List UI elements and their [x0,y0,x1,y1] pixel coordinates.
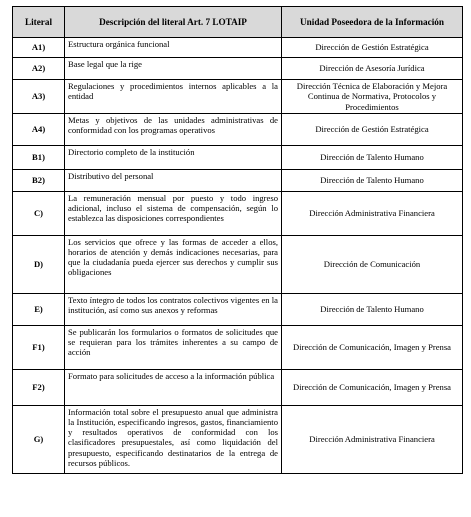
cell-literal: G) [13,406,65,474]
cell-literal: A2) [13,58,65,80]
header-row [13,7,463,38]
cell-descripcion: Texto íntegro de todos los contratos colectivos vigentes en la institución, así como sus anexos y reformas [65,294,282,326]
lotaip-table-container [12,6,462,474]
cell-unidad: Dirección Administrativa Financiera [282,192,463,236]
cell-literal: A1) [13,38,65,58]
cell-unidad: Dirección de Asesoría Jurídica [282,58,463,80]
cell-unidad: Dirección de Talento Humano [282,146,463,170]
cell-unidad: Dirección Administrativa Financiera [282,406,463,474]
header-descripcion: Descripción del literal Art. 7 LOTAIP [65,7,282,38]
cell-descripcion: Directorio completo de la institución [65,146,282,170]
table-row [13,58,463,80]
cell-literal: B2) [13,170,65,192]
cell-descripcion: Los servicios que ofrece y las formas de acceder a ellos, horarios de atención y demás indicaciones necesarias, para que la ciudadanía pueda ejercer sus derechos y cumplir sus obligaciones [65,236,282,294]
cell-unidad: Dirección de Comunicación [282,236,463,294]
cell-unidad: Dirección de Comunicación, Imagen y Prensa [282,326,463,370]
cell-unidad: Dirección de Talento Humano [282,294,463,326]
cell-descripcion: Regulaciones y procedimientos internos aplicables a la entidad [65,80,282,114]
lotaip-table [12,6,463,474]
table-row [13,146,463,170]
table-row [13,406,463,474]
cell-literal: A3) [13,80,65,114]
header-unidad: Unidad Poseedora de la Información [282,7,463,38]
cell-unidad: Dirección de Gestión Estratégica [282,38,463,58]
table-row [13,114,463,146]
table-row [13,192,463,236]
cell-descripcion: Formato para solicitudes de acceso a la información pública [65,370,282,406]
header-literal: Literal [13,7,65,38]
cell-descripcion: Se publicarán los formularios o formatos de solicitudes que se requieran para los trámites inherentes a su campo de acción [65,326,282,370]
table-row [13,236,463,294]
cell-descripcion: La remuneración mensual por puesto y todo ingreso adicional, incluso el sistema de compensación, según lo establezca las disposiciones correspondientes [65,192,282,236]
table-row [13,80,463,114]
cell-literal: A4) [13,114,65,146]
cell-descripcion: Base legal que la rige [65,58,282,80]
cell-literal: E) [13,294,65,326]
cell-unidad: Dirección de Talento Humano [282,170,463,192]
table-row [13,326,463,370]
cell-descripcion: Metas y objetivos de las unidades administrativas de conformidad con los programas operativos [65,114,282,146]
cell-literal: F1) [13,326,65,370]
cell-descripcion: Distributivo del personal [65,170,282,192]
cell-descripcion: Información total sobre el presupuesto anual que administra la Institución, especificando ingresos, gastos, financiamiento y resultados operativos de conformidad con los clasificadores presupuestales, así como liquidación del presupuesto, especificando destinatarios de la entrega de recursos públicos. [65,406,282,474]
cell-literal: F2) [13,370,65,406]
table-row [13,38,463,58]
cell-unidad: Dirección Técnica de Elaboración y Mejora Continua de Normativa, Protocolos y Procedimientos [282,80,463,114]
cell-unidad: Dirección de Gestión Estratégica [282,114,463,146]
cell-literal: D) [13,236,65,294]
cell-unidad: Dirección de Comunicación, Imagen y Prensa [282,370,463,406]
table-row [13,294,463,326]
cell-literal: B1) [13,146,65,170]
cell-descripcion: Estructura orgánica funcional [65,38,282,58]
table-row [13,170,463,192]
table-row [13,370,463,406]
cell-literal: C) [13,192,65,236]
